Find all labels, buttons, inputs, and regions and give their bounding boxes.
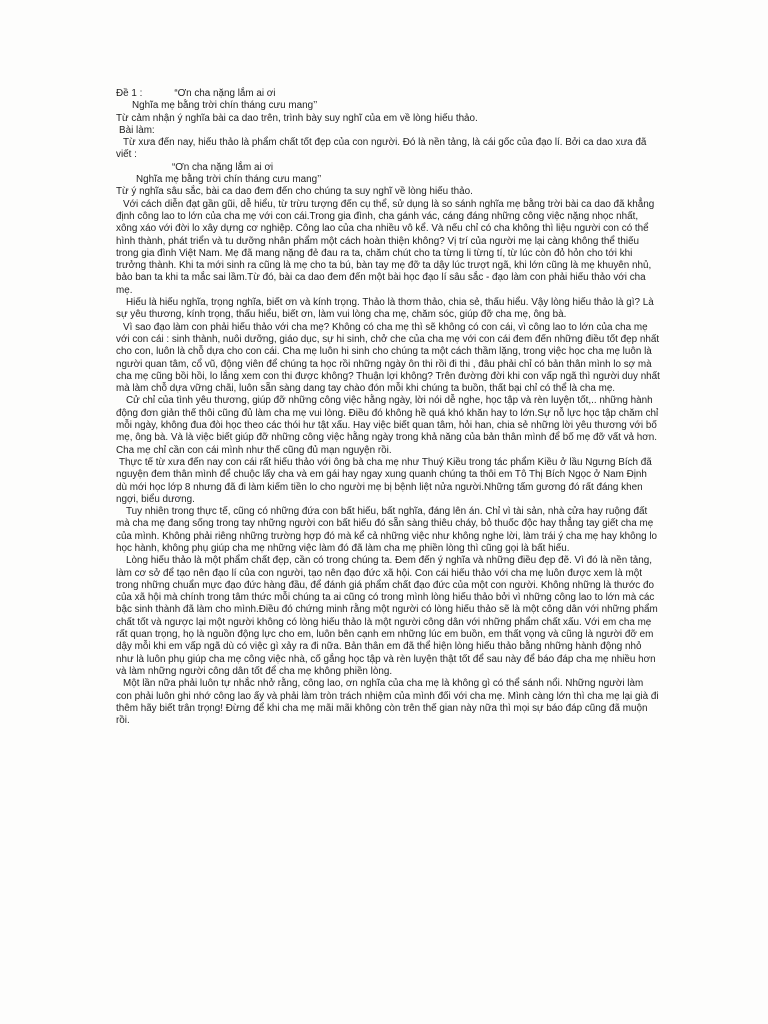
quote-line-1: “Ơn cha nặng lắm ai ơi bbox=[172, 161, 274, 173]
essay-document bbox=[116, 88, 660, 727]
exam-title bbox=[116, 88, 660, 100]
paragraph-9: Một lần nữa phải luôn tự nhắc nhở rằng, công lao, ơn nghĩa của cha mẹ là không gì có thể sánh nổi. Những người làm con phải luôn ghi nhớ công lao ấy và phải làm tròn trách nhiệm của mình đối với cha mẹ. Mình càng lớn thì cha mẹ lại già đi thêm hãy biết trân trọng! Đừng để khi cha mẹ mãi mãi không còn trên thế gian này nữa thì mọi sự báo đáp cũng đã muộn rồi. bbox=[116, 678, 659, 727]
paragraph-3: Hiếu là hiếu nghĩa, trọng nghĩa, biết ơn và kính trọng. Thảo là thơm thảo, chia sẻ, thấu hiểu. Vậy lòng hiếu thảo là gì? Là sự yêu thương, kính trọng, thấu hiểu, biết ơn, làm vui lòng cha mẹ, chăm sóc, giúp đỡ cha mẹ, ông bà. bbox=[116, 297, 654, 321]
paragraph-7: Tuy nhiên trong thực tế, cũng có những đứa con bất hiếu, bất nghĩa, đáng lên án. Chỉ vì tài sản, nhà cửa hay ruộng đất mà cha mẹ đang sống trong tay những người con bất hiếu đó sẵn sàng thiêu cháy, bỏ thuốc độc hay thẳng tay giết cha mẹ của mình. Không phải riêng những trường hợp đó mà kể cả những việc như không nghe lời, làm trái ý cha mẹ hay không lo học hành, không phụ giúp cha mẹ những việc làm đó đã làm cha mẹ phiền lòng thì cũng gọi là bất hiếu. bbox=[116, 506, 658, 554]
paragraph-5: Cử chỉ của tình yêu thương, giúp đỡ những công việc hằng ngày, lời nói dễ nghe, học tập và rèn luyện tốt,.. những hành động đơn giản thế thôi cũng đủ làm cha mẹ vui lòng. Điều đó không hề quá khó khăn hay to lớn.Sự nỗ lực học tập chăm chỉ mỗi ngày, không đua đòi học theo các thói hư tật xấu. Hay việc biết quan tâm, hỏi han, chia sẻ những lời yêu thương với bố mẹ, ông bà. Và là việc biết giúp đỡ những công việc hằng ngày trong khả năng của bản thân mình để bố mẹ đỡ vất vả hơn. Cha mẹ chỉ cần con cái mình như thế cũng đủ mạn nguyện rồi. bbox=[116, 395, 659, 456]
paragraph-6: Thực tế từ xưa đến nay con cái rất hiếu thảo với ông bà cha mẹ như Thuý Kiều trong tác phẩm Kiều ở lầu Ngưng Bích đã nguyện đem thân mình để chuộc lấy cha và em gái hay ngay xung quanh chúng ta thôi em Tô Thị Bích Ngọc ở Nam Định dù mới học lớp 8 nhưng đã đi làm kiếm tiền lo cho người mẹ bị bệnh liệt nửa người.Những tấm gương đó rất đáng khen ngợi, biểu dương. bbox=[116, 456, 652, 505]
title-label: Đề 1 : bbox=[116, 88, 143, 99]
intro-paragraph: Từ xưa đến nay, hiếu thảo là phẩm chất tốt đẹp của con người. Đó là nền tảng, là cái gốc của đạo lí. Bởi ca dao xưa đã viết : bbox=[116, 137, 647, 161]
title-verse-line-1: “Ơn cha nặng lắm ai ơi bbox=[174, 88, 276, 99]
paragraph-1: Từ ý nghĩa sâu sắc, bài ca dao đem đến cho chúng ta suy nghĩ về lòng hiếu thảo. bbox=[116, 186, 473, 198]
paragraph-8: Lòng hiếu thảo là một phẩm chất đẹp, cần có trong chúng ta. Đem đến ý nghĩa và những điều đẹp đẽ. Vì đó là nền tảng, làm cơ sở để tạo nên đạo lí của con người, tạo nên đạo đức xã hội. Con cái hiếu thảo với cha mẹ luôn được xem là một trong những chuẩn mực đạo đức hàng đầu, để đánh giá phẩm chất đạo đức của một con người. Không những là thước đo của xã hội mà chính trong tâm thức mỗi chúng ta ai cũng có trong mình lòng hiếu thảo bởi vì những công lao to lớn mà các bậc sinh thành đã làm cho mình.Điều đó chứng minh rằng một người có lòng hiếu thảo sẽ là một công dân với những phẩm chất tốt và ngược lại một người không có lòng hiếu thảo là một người công dân với những phẩm chất xấu. Với em cha mẹ rất quan trọng, họ là nguồn động lực cho em, luôn bên cạnh em những lúc em buồn, em thất vọng và cũng là người đỡ em dậy mỗi khi em vấp ngã dù có việc gì xảy ra đi nữa. Bản thân em đã thể hiện lòng hiếu thảo bằng những hành động nhỏ như là luôn phụ giúp cha mẹ công việc nhà, cố gắng học tập và rèn luyện thật tốt để sau này để báo đáp cha mẹ nhiều hơn và làm những người công dân tốt để cha mẹ không phiền lòng. bbox=[116, 555, 658, 677]
answer-heading: Bài làm: bbox=[119, 124, 155, 136]
title-verse-line-2: Nghĩa mẹ bằng trời chín tháng cưu mang’’ bbox=[132, 100, 318, 112]
paragraph-4: Vì sao đạo làm con phải hiếu thảo với cha mẹ? Không có cha mẹ thì sẽ không có con cái, vì công lao to lớn của cha mẹ với con cái : sinh thành, nuôi dưỡng, giáo dục, sự hi sinh, chở che của cha mẹ với con cái đem đến những điều tốt đẹp nhất cho con, luôn là chỗ dựa cho con cái. Cha mẹ luôn hi sinh cho chúng ta một cách thầm lặng, trong việc học cha mẹ luôn là người quan tâm, cổ vũ, động viên để chúng ta học rồi những ngày ôn thi rồi đi thi , đâu phải chỉ có bản thân mình lo sợ mà cha mẹ cũng bồi hồi, lo lắng xem con thi được không? Thuận lợi không? Trên đường đời khi con vấp ngã thì người duy nhất mà làm chỗ dựa vững chãi, luôn sẵn sàng dang tay chào đón mỗi khi chúng ta buồn, thất bại chỉ có thể là cha mẹ. bbox=[116, 321, 660, 395]
exam-prompt: Từ cảm nhận ý nghĩa bài ca dao trên, trình bày suy nghĩ của em về lòng hiếu thảo. bbox=[116, 112, 478, 124]
paragraph-2: Với cách diễn đạt gần gũi, dễ hiểu, từ trừu tượng đến cụ thể, sử dụng là so sánh nghĩa mẹ bằng trời bài ca dao đã khẳng định công lao to lớn của cha mẹ với con cái.Trong gia đình, cha gánh vác, cáng đáng những công việc nặng nhọc nhất, xông xáo với đời lo xây dựng cơ nghiệp. Công lao của cha nhiều vô kể. Và nếu chỉ có cha không thì liệu người con có thể hình thành, phát triển và tu dưỡng nhân phẩm một cách hoàn thiện không? Vị trí của người mẹ lại càng không thể thiếu trong gia đình Việt Nam. Mẹ đã mang nặng đẻ đau ra ta, chăm chút cho ta từng li từng tí, từ lúc còn đỏ hỏn cho tới khi trưởng thành. Khi ta mới sinh ra cũng là mẹ cho ta bú, bàn tay mẹ đỡ ta dậy lúc trượt ngã, khi lớn cũng là mẹ khuyên nhủ, bảo ban ta khi ta mắc sai lầm.Từ đó, bài ca dao đem đến một bài học đạo lí sâu sắc - đạo làm con phải hiếu thảo với cha mẹ. bbox=[116, 198, 655, 296]
quote-line-2: Nghĩa mẹ bằng trời chín tháng cưu mang’’ bbox=[136, 174, 322, 186]
